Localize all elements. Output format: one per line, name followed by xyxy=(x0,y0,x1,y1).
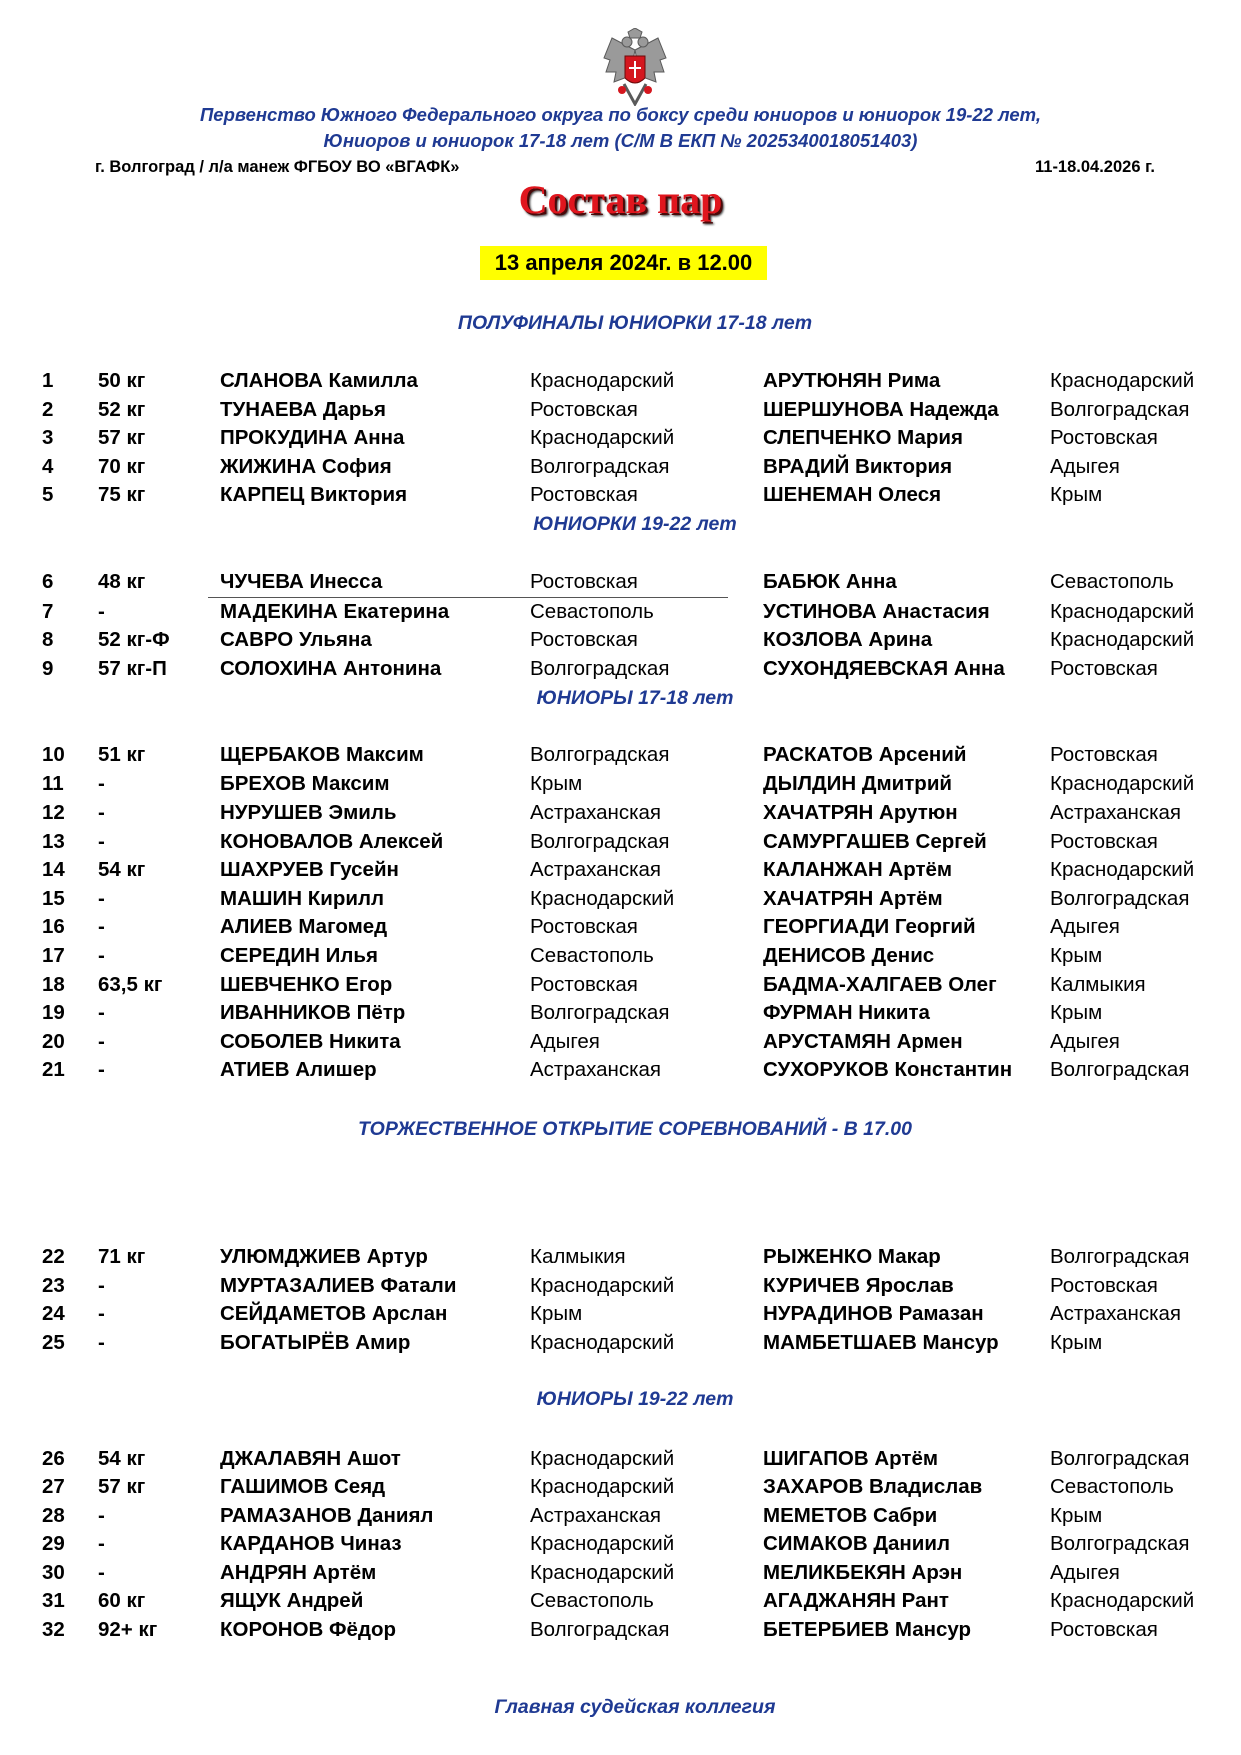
table-row xyxy=(0,1331,1241,1359)
weight-class: 54 кг xyxy=(98,1447,146,1470)
boxer-red-region: Ростовская xyxy=(530,570,638,593)
weight-class: - xyxy=(98,887,105,910)
boxer-blue-name: СУХОНДЯЕВСКАЯ Анна xyxy=(763,657,1005,680)
table-row xyxy=(0,1561,1241,1589)
boxer-red-name: МАДЕКИНА Екатерина xyxy=(220,600,450,623)
boxer-red-name: ИВАННИКОВ Пётр xyxy=(220,1001,406,1024)
pair-number: 32 xyxy=(42,1618,65,1641)
table-row xyxy=(0,801,1241,829)
table-row xyxy=(0,369,1241,397)
weight-class: 60 кг xyxy=(98,1589,146,1612)
boxer-red-name: КАРДАНОВ Чиназ xyxy=(220,1532,402,1555)
weight-class: 57 кг-П xyxy=(98,657,167,680)
pair-number: 15 xyxy=(42,887,65,910)
boxer-red-region: Волгоградская xyxy=(530,455,670,478)
boxer-red-region: Астраханская xyxy=(530,858,662,881)
weight-class: - xyxy=(98,1504,105,1527)
pair-number: 2 xyxy=(42,398,54,421)
boxer-red-region: Севастополь xyxy=(530,600,654,623)
boxer-red-name: РАМАЗАНОВ Даниял xyxy=(220,1504,434,1527)
boxer-blue-region: Краснодарский xyxy=(1050,369,1195,392)
section-heading: ПОЛУФИНАЛЫ ЮНИОРКИ 17-18 лет xyxy=(457,312,813,334)
boxer-blue-region: Адыгея xyxy=(1050,915,1120,938)
pair-number: 25 xyxy=(42,1331,65,1354)
boxer-red-name: ЖИЖИНА София xyxy=(220,455,392,478)
boxer-red-region: Волгоградская xyxy=(530,1618,670,1641)
pair-number: 6 xyxy=(42,570,54,593)
boxer-red-region: Ростовская xyxy=(530,973,638,996)
pair-number: 10 xyxy=(42,743,65,766)
weight-class: - xyxy=(98,830,105,853)
weight-class: - xyxy=(98,1001,105,1024)
boxer-red-name: СЕЙДАМЕТОВ Арслан xyxy=(220,1302,448,1325)
weight-class: - xyxy=(98,1058,105,1081)
boxer-blue-name: РАСКАТОВ Арсений xyxy=(763,743,967,766)
boxer-red-name: ТУНАЕВА Дарья xyxy=(220,398,386,421)
pair-number: 9 xyxy=(42,657,54,680)
weight-class: - xyxy=(98,1331,105,1354)
boxer-blue-region: Астраханская xyxy=(1050,801,1182,824)
boxer-blue-region: Ростовская xyxy=(1050,1274,1158,1297)
boxer-red-region: Краснодарский xyxy=(530,1475,675,1498)
boxer-blue-region: Волгоградская xyxy=(1050,398,1190,421)
boxer-blue-region: Крым xyxy=(1050,1504,1103,1527)
table-row xyxy=(0,1245,1241,1273)
weight-class: - xyxy=(98,1302,105,1325)
table-row xyxy=(0,483,1241,511)
table-row xyxy=(0,1618,1241,1646)
boxer-blue-region: Крым xyxy=(1050,944,1103,967)
boxer-blue-name: ХАЧАТРЯН Арутюн xyxy=(763,801,958,824)
pair-number: 21 xyxy=(42,1058,65,1081)
section-heading: ЮНИОРЫ 17-18 лет xyxy=(536,687,734,709)
weight-class: 54 кг xyxy=(98,858,146,881)
boxer-red-region: Ростовская xyxy=(530,628,638,651)
pair-number: 27 xyxy=(42,1475,65,1498)
boxer-blue-name: УСТИНОВА Анастасия xyxy=(763,600,990,623)
boxer-blue-name: ШЕРШУНОВА Надежда xyxy=(763,398,999,421)
boxer-blue-name: ШЕНЕМАН Олеся xyxy=(763,483,942,506)
boxer-blue-name: КАЛАНЖАН Артём xyxy=(763,858,953,881)
pair-number: 5 xyxy=(42,483,54,506)
section-heading: ЮНИОРЫ 19-22 лет xyxy=(536,1388,734,1410)
boxer-red-region: Краснодарский xyxy=(530,426,675,449)
weight-class: 70 кг xyxy=(98,455,146,478)
section-heading: ЮНИОРКИ 19-22 лет xyxy=(533,513,737,535)
pair-number: 3 xyxy=(42,426,54,449)
boxer-red-region: Севастополь xyxy=(530,944,654,967)
boxer-red-name: СОЛОХИНА Антонина xyxy=(220,657,442,680)
pair-number: 22 xyxy=(42,1245,65,1268)
weight-class: 71 кг xyxy=(98,1245,146,1268)
boxer-blue-name: АРУТЮНЯН Рима xyxy=(763,369,941,392)
pair-number: 18 xyxy=(42,973,65,996)
boxer-red-region: Ростовская xyxy=(530,398,638,421)
boxer-blue-region: Волгоградская xyxy=(1050,887,1190,910)
boxer-blue-name: СЛЕПЧЕНКО Мария xyxy=(763,426,963,449)
boxer-red-name: БРЕХОВ Максим xyxy=(220,772,390,795)
boxer-blue-region: Ростовская xyxy=(1050,657,1158,680)
boxer-red-region: Крым xyxy=(530,772,583,795)
boxer-red-region: Волгоградская xyxy=(530,830,670,853)
table-row xyxy=(0,1274,1241,1302)
boxer-blue-name: БАБЮК Анна xyxy=(763,570,897,593)
boxer-blue-region: Краснодарский xyxy=(1050,600,1195,623)
weight-class: - xyxy=(98,1532,105,1555)
boxer-blue-region: Краснодарский xyxy=(1050,628,1195,651)
boxer-red-name: МАШИН Кирилл xyxy=(220,887,384,910)
footer-signature: Главная судейская коллегия xyxy=(494,1696,776,1718)
boxer-blue-region: Адыгея xyxy=(1050,1030,1120,1053)
table-row xyxy=(0,830,1241,858)
boxer-blue-region: Ростовская xyxy=(1050,830,1158,853)
table-row xyxy=(0,973,1241,1001)
boxer-red-name: АЛИЕВ Магомед xyxy=(220,915,388,938)
pair-number: 11 xyxy=(42,772,64,795)
boxer-blue-region: Крым xyxy=(1050,1001,1103,1024)
boxer-blue-region: Краснодарский xyxy=(1050,772,1195,795)
pair-number: 17 xyxy=(42,944,65,967)
boxer-red-name: ЯЩУК Андрей xyxy=(220,1589,364,1612)
boxer-blue-region: Волгоградская xyxy=(1050,1447,1190,1470)
pair-number: 8 xyxy=(42,628,54,651)
table-row xyxy=(0,1504,1241,1532)
weight-class: - xyxy=(98,772,105,795)
boxer-red-region: Астраханская xyxy=(530,1504,662,1527)
boxer-blue-name: АГАДЖАНЯН Рант xyxy=(763,1589,949,1612)
boxer-blue-region: Адыгея xyxy=(1050,1561,1120,1584)
table-row xyxy=(0,600,1241,628)
boxer-blue-region: Севастополь xyxy=(1050,1475,1174,1498)
pair-number: 7 xyxy=(42,600,54,623)
weight-class: 50 кг xyxy=(98,369,146,392)
session-date: 13 апреля 2024г. в 12.00 xyxy=(480,246,767,280)
boxer-red-region: Севастополь xyxy=(530,1589,654,1612)
header-line-1: Первенство Южного Федерального округа по боксу среди юниоров и юниорок 19-22 лет, xyxy=(199,104,1042,125)
table-row xyxy=(0,1447,1241,1475)
weight-class: 57 кг xyxy=(98,1475,146,1498)
pair-number: 1 xyxy=(42,369,54,392)
table-row xyxy=(0,858,1241,886)
boxer-red-name: КОРОНОВ Фёдор xyxy=(220,1618,397,1641)
weight-class: 92+ кг xyxy=(98,1618,158,1641)
boxer-red-region: Астраханская xyxy=(530,801,662,824)
boxer-red-region: Краснодарский xyxy=(530,369,675,392)
table-row xyxy=(0,1058,1241,1086)
boxer-red-name: КОНОВАЛОВ Алексей xyxy=(220,830,444,853)
boxer-red-region: Краснодарский xyxy=(530,1331,675,1354)
location: г. Волгоград / л/а манеж ФГБОУ ВО «ВГАФК» xyxy=(95,158,460,176)
boxer-blue-name: РЫЖЕНКО Макар xyxy=(763,1245,941,1268)
table-row xyxy=(0,772,1241,800)
boxer-red-name: ШЕВЧЕНКО Егор xyxy=(220,973,393,996)
boxer-blue-region: Волгоградская xyxy=(1050,1245,1190,1268)
boxer-red-name: МУРТАЗАЛИЕВ Фатали xyxy=(220,1274,457,1297)
pair-number: 30 xyxy=(42,1561,65,1584)
table-row xyxy=(0,628,1241,656)
pair-number: 24 xyxy=(42,1302,65,1325)
weight-class: 52 кг xyxy=(98,398,146,421)
boxer-blue-region: Краснодарский xyxy=(1050,858,1195,881)
pair-number: 4 xyxy=(42,455,54,478)
boxer-blue-name: ДЫЛДИН Дмитрий xyxy=(763,772,953,795)
section-heading: ТОРЖЕСТВЕННОЕ ОТКРЫТИЕ СОРЕВНОВАНИЙ - В 17.00 xyxy=(358,1118,912,1140)
boxer-blue-region: Крым xyxy=(1050,1331,1103,1354)
boxer-blue-name: КОЗЛОВА Арина xyxy=(763,628,933,651)
boxer-blue-region: Ростовская xyxy=(1050,426,1158,449)
boxer-red-region: Краснодарский xyxy=(530,887,675,910)
table-row xyxy=(0,426,1241,454)
boxer-red-region: Ростовская xyxy=(530,483,638,506)
boxer-blue-name: БЕТЕРБИЕВ Мансур xyxy=(763,1618,972,1641)
table-row xyxy=(0,915,1241,943)
boxer-red-name: ШАХРУЕВ Гусейн xyxy=(220,858,399,881)
boxer-red-region: Волгоградская xyxy=(530,1001,670,1024)
table-row xyxy=(0,570,1241,598)
table-row xyxy=(0,1302,1241,1330)
boxer-red-region: Краснодарский xyxy=(530,1561,675,1584)
boxer-blue-region: Волгоградская xyxy=(1050,1058,1190,1081)
emblem-icon xyxy=(600,28,670,106)
weight-class: - xyxy=(98,915,105,938)
pair-number: 12 xyxy=(42,801,65,824)
pair-number: 23 xyxy=(42,1274,65,1297)
dates: 11-18.04.2026 г. xyxy=(1035,158,1155,176)
weight-class: - xyxy=(98,944,105,967)
boxer-red-name: КАРПЕЦ Виктория xyxy=(220,483,408,506)
table-row xyxy=(0,1030,1241,1058)
boxer-blue-region: Ростовская xyxy=(1050,1618,1158,1641)
weight-class: - xyxy=(98,1274,105,1297)
weight-class: - xyxy=(98,1561,105,1584)
boxer-blue-name: ШИГАПОВ Артём xyxy=(763,1447,939,1470)
boxer-red-name: ПРОКУДИНА Анна xyxy=(220,426,405,449)
pair-number: 14 xyxy=(42,858,65,881)
weight-class: 75 кг xyxy=(98,483,146,506)
boxer-red-region: Адыгея xyxy=(530,1030,600,1053)
boxer-red-name: СЛАНОВА Камилла xyxy=(220,369,418,392)
weight-class: - xyxy=(98,1030,105,1053)
boxer-red-region: Калмыкия xyxy=(530,1245,626,1268)
boxer-blue-name: НУРАДИНОВ Рамазан xyxy=(763,1302,984,1325)
boxer-red-name: ЩЕРБАКОВ Максим xyxy=(220,743,424,766)
boxer-blue-region: Калмыкия xyxy=(1050,973,1146,996)
boxer-red-region: Ростовская xyxy=(530,915,638,938)
boxer-blue-name: БАДМА-ХАЛГАЕВ Олег xyxy=(763,973,997,996)
weight-class: 57 кг xyxy=(98,426,146,449)
table-row xyxy=(0,743,1241,771)
table-row xyxy=(0,1589,1241,1617)
page-title: Состав пар xyxy=(518,177,723,222)
weight-class: 63,5 кг xyxy=(98,973,163,996)
boxer-red-region: Волгоградская xyxy=(530,657,670,680)
boxer-red-region: Краснодарский xyxy=(530,1532,675,1555)
table-row xyxy=(0,1001,1241,1029)
boxer-blue-name: СУХОРУКОВ Константин xyxy=(763,1058,1013,1081)
header-line-2: Юниоров и юниорок 17-18 лет (С/М В ЕКП № 2025340018051403) xyxy=(323,130,918,151)
boxer-red-name: УЛЮМДЖИЕВ Артур xyxy=(220,1245,428,1268)
boxer-blue-name: ЗАХАРОВ Владислав xyxy=(763,1475,983,1498)
weight-class: 52 кг-Ф xyxy=(98,628,170,651)
weight-class: - xyxy=(98,801,105,824)
boxer-blue-region: Адыгея xyxy=(1050,455,1120,478)
boxer-red-name: САВРО Ульяна xyxy=(220,628,372,651)
boxer-blue-name: САМУРГАШЕВ Сергей xyxy=(763,830,987,853)
boxer-red-name: НУРУШЕВ Эмиль xyxy=(220,801,397,824)
boxer-blue-region: Краснодарский xyxy=(1050,1589,1195,1612)
boxer-blue-region: Астраханская xyxy=(1050,1302,1182,1325)
boxer-red-name: ДЖАЛАВЯН Ашот xyxy=(220,1447,401,1470)
table-row xyxy=(0,944,1241,972)
boxer-red-name: СОБОЛЕВ Никита xyxy=(220,1030,401,1053)
boxer-blue-name: КУРИЧЕВ Ярослав xyxy=(763,1274,954,1297)
boxer-red-region: Астраханская xyxy=(530,1058,662,1081)
boxer-blue-name: ДЕНИСОВ Денис xyxy=(763,944,935,967)
boxer-red-name: ЧУЧЕВА Инесса xyxy=(220,570,383,593)
boxer-red-name: АТИЕВ Алишер xyxy=(220,1058,377,1081)
boxer-blue-name: МЕМЕТОВ Сабри xyxy=(763,1504,938,1527)
pair-number: 20 xyxy=(42,1030,65,1053)
pair-number: 31 xyxy=(42,1589,65,1612)
weight-class: 51 кг xyxy=(98,743,146,766)
boxer-blue-region: Крым xyxy=(1050,483,1103,506)
boxer-blue-name: АРУСТАМЯН Армен xyxy=(763,1030,963,1053)
boxer-blue-name: МЕЛИКБЕКЯН Арэн xyxy=(763,1561,963,1584)
pair-number: 28 xyxy=(42,1504,65,1527)
table-row xyxy=(0,398,1241,426)
pair-number: 19 xyxy=(42,1001,65,1024)
boxer-blue-name: ФУРМАН Никита xyxy=(763,1001,930,1024)
table-row xyxy=(0,887,1241,915)
boxer-red-name: СЕРЕДИН Илья xyxy=(220,944,378,967)
boxer-blue-name: МАМБЕТШАЕВ Мансур xyxy=(763,1331,999,1354)
table-row xyxy=(0,1532,1241,1560)
boxer-red-region: Волгоградская xyxy=(530,743,670,766)
table-row xyxy=(0,1475,1241,1503)
boxer-blue-name: ВРАДИЙ Виктория xyxy=(763,455,953,478)
pair-number: 29 xyxy=(42,1532,65,1555)
boxer-blue-region: Севастополь xyxy=(1050,570,1174,593)
boxer-red-region: Краснодарский xyxy=(530,1447,675,1470)
boxer-blue-region: Ростовская xyxy=(1050,743,1158,766)
weight-class: - xyxy=(98,600,105,623)
pair-number: 13 xyxy=(42,830,65,853)
boxer-blue-name: ХАЧАТРЯН Артём xyxy=(763,887,943,910)
boxer-red-region: Краснодарский xyxy=(530,1274,675,1297)
boxer-blue-region: Волгоградская xyxy=(1050,1532,1190,1555)
boxer-red-name: ГАШИМОВ Сеяд xyxy=(220,1475,386,1498)
boxer-red-name: БОГАТЫРЁВ Амир xyxy=(220,1331,411,1354)
table-row xyxy=(0,657,1241,685)
boxer-blue-name: СИМАКОВ Даниил xyxy=(763,1532,950,1555)
pair-number: 26 xyxy=(42,1447,65,1470)
pair-number: 16 xyxy=(42,915,65,938)
weight-class: 48 кг xyxy=(98,570,146,593)
boxer-red-name: АНДРЯН Артём xyxy=(220,1561,377,1584)
boxer-red-region: Крым xyxy=(530,1302,583,1325)
table-row xyxy=(0,455,1241,483)
boxer-blue-name: ГЕОРГИАДИ Георгий xyxy=(763,915,976,938)
